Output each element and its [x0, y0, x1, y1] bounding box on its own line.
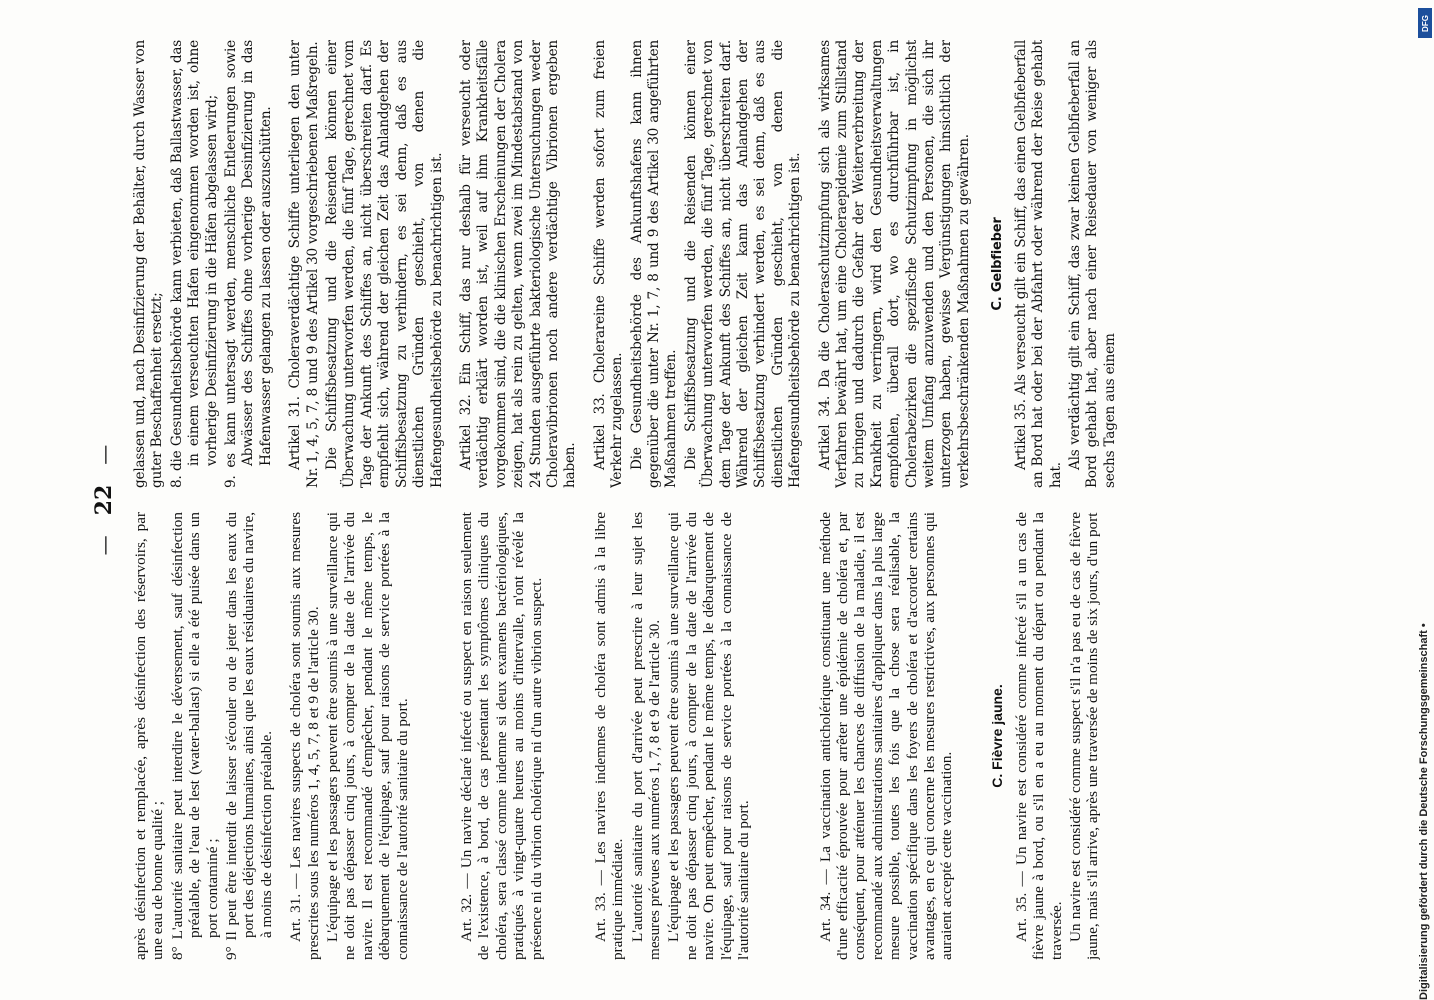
- page-number: 22: [91, 484, 117, 516]
- article-35-fr: Art. 35. — Un navire est considéré comme infecté s'il a un cas de fièvre jaune à bord, ou s'il en a eu au moment du départ ou pendant la traversée.: [1012, 512, 1065, 960]
- dfg-logo: [1418, 8, 1432, 38]
- paragraph: L'équipage et les passagers peuvent être soumis à une surveillance qui ne doit pas dépasser cinq jours, à compter de la date de l'arrivée du navire. On peut empêcher, pendant le même temps, le débarquement de l'équipage, sauf pour raisons de service portées à la connaissance de l'autorité sanitaire du port.: [665, 512, 752, 960]
- paragraph: L'équipage et les passagers peuvent être soumis à une surveillance qui ne doit pas dépasser cinq jours, à compter de la date de l'arrivée du navire. Il est recommandé d'empêcher, pendant le même temps, le débarquement de l'équipage, sauf pour raisons de service portées à la connaissance de l'autorité sanitaire du port.: [324, 512, 411, 960]
- french-column: [817, 512, 976, 960]
- text-row: [985, 40, 1121, 960]
- paragraph: 9. es kann untersagt werden, menschliche Entleerungen sowie Abwässer des Schiffes ohne vorherige Desinfizierung in das Hafenwasser gelangen zu lassen oder auszuschütten.: [223, 40, 274, 488]
- dfg-logo-text: DFG: [1420, 14, 1430, 32]
- paragraph: gelassen und, nach Desinfizierung der Behälter, durch Wasser von guter Beschaffenheit ersetzt;: [132, 40, 166, 488]
- french-column: [132, 512, 277, 960]
- article-33-fr: Art. 33. — Les navires indemnes de choléra sont admis à la libre pratique immédiate.: [591, 512, 627, 960]
- text-row: [287, 40, 448, 960]
- text-row: [592, 40, 807, 960]
- article-34-de: Artikel 34. Da die Choleraschutzimpfung sich als wirksames Verfahren bewährt hat, um eine Choleraepidemie zum Stillstand zu bringen und dadurch die Gefahr der Weiterverbreitung der Krankheit zu verringern, wird den Gesundheitsverwaltungen empfohlen, überall dort, wo es durchführbar ist, in Cholerabezirken die spezifische Schutzimpfung in möglichst weitem Umfang anzuwenden und den Personen, die sich ihr unterzogen haben, gewisse Vergünstigungen hinsichtlich der verkehrsbeschränkenden Maßnahmen zu gewähren.: [816, 40, 972, 488]
- french-column: [592, 512, 807, 960]
- digitization-credit-text: Digitalisierung gefördert durch die Deutsche Forschungsgemeinschaft •: [1418, 623, 1430, 1000]
- page-header: [84, 0, 124, 1000]
- german-column: [985, 40, 1121, 488]
- article-31-de: Artikel 31. Choleraverdächtige Schiffe unterliegen den unter Nr. 1, 4, 5, 7, 8 und 9 des Artikel 30 vorgeschriebenen Maßregeln.: [287, 40, 321, 488]
- header-dash-right: —: [92, 444, 116, 465]
- section-heading-de: C. Gelbfieber: [990, 217, 1006, 311]
- paragraph: Die Schiffsbesatzung und die Reisenden können einer Überwachung unterworfen werden, die fünf Tage, gerechnet vom Tage der Ankunft des Schiffes an, nicht überschreiten darf. Es empfiehlt sich, während der gleichen Zeit das Anlandgehen der Schiffsbesatzung zu verhindern, es sei denn, daß es aus dienstlichen Gründen geschieht, von denen die Hafengesundheitsbehörde zu benachrichtigen ist.: [324, 40, 445, 488]
- article-31-fr: Art. 31. — Les navires suspects de choléra sont soumis aux mesures prescrites sous les numéros 1, 4, 5, 7, 8 et 9 de l'article 30.: [287, 512, 322, 960]
- article-33-de: Artikel 33. Cholerareine Schiffe werden sofort zum freien Verkehr zugelassen.: [591, 40, 626, 488]
- paragraph: 8. die Gesundheitsbehörde kann verbieten, daß Ballastwasser, das in einem verseuchten Hafen eingenommen worden ist, ohne vorherige Desinfizierung in die Häfen abgelassen wird;: [168, 40, 220, 488]
- article-32-fr: Art. 32. — Un navire déclaré infecté ou suspect en raison seulement de l'existence, à bord, de cas présentant les symptômes cliniques du choléra, sera classé comme indemne si deux examens bactériologiques, pratiqués à vingt-quatre heures au moins d'intervalle, n'ont révélé la présence ni du vibrion cholérique ni d'un autre vibrion suspect.: [457, 512, 545, 960]
- german-column: [458, 40, 582, 488]
- header-dash-left: —: [92, 535, 116, 556]
- paragraph: Die Schiffsbesatzung und die Reisenden können einer Überwachung unterworfen werden, die fünf Tage, gerechnet von dem Tage der Ankunft des Schiffes an, nicht überschreiten darf. Während der gleichen Zeit kann das Anlandgehen der Schiffsbesatzung verhindert werden, es sei denn, daß es aus dienstlichen Gründen geschieht, von denen die Hafengesundheitsbehörde zu benachrichtigen ist.: [682, 40, 804, 488]
- paragraph: Als verdächtig gilt ein Schiff, das zwar keinen Gelbfieberfall an Bord gehabt hat, aber nach einer Reisedauer von weniger als sechs Tagen aus einem: [1066, 40, 1118, 488]
- paragraph: L'autorité sanitaire du port d'arrivée peut prescrire à leur sujet les mesures prévues aux numéros 1, 7, 8 et 9 de l'article 30.: [628, 512, 663, 960]
- article-34-fr: Art. 34. — La vaccination anticholérique constituant une méthode d'une efficacité éprouvée pour arrêter une épidémie de choléra et, par conséquent, pour atténuer les chances de diffusion de la maladie, il est recommandé aux administrations sanitaires d'appliquer dans la plus large mesure possible, toutes les fois que la chose sera réalisable, la vaccination spécifique dans les foyers de choléra et d'accorder certains avantages, en ce qui concerne les mesures restrictives, aux personnes qui auraient accepté cette vaccination.: [816, 512, 956, 960]
- section-heading-fr: C. Fièvre jaune.: [989, 684, 1006, 788]
- paragraph: Un navire est considéré comme suspect s'il n'a pas eu de cas de fièvre jaune, mais s'il arrive, après une traversée de moins de six jours, d'un port: [1066, 512, 1102, 960]
- german-column: [817, 40, 976, 488]
- text-row: [817, 40, 976, 960]
- german-column: [592, 40, 807, 488]
- paragraph: 8° L'autorité sanitaire peut interdire le déversement, sauf désinfection préalable, de l'eau de lest (water-ballast) si elle a été puisée dans un port contaminé ;: [168, 512, 221, 960]
- digitization-credit: [1418, 500, 1432, 1000]
- text-row: [132, 40, 277, 960]
- german-column: [132, 40, 277, 488]
- french-column: [458, 512, 582, 960]
- article-32-de: Artikel 32. Ein Schiff, das nur deshalb für verseucht oder verdächtig erklärt worden ist, weil auf ihm Krankheitsfälle vorgekommen sind, die die klinischen Erscheinungen der Cholera zeigen, hat als rein zu gelten, wenn zwei im Mindestabstand von 24 Stunden ausgeführte bakteriologische Untersuchungen weder Choleravibrionen noch andere verdächtige Vibrionen ergeben haben.: [457, 40, 579, 488]
- bilingual-text-body: [132, 40, 1292, 960]
- article-35-de: Artikel 35. Als verseucht gilt ein Schiff, das einen Gelbfieberfall an Bord hat oder bei der Abfahrt oder während der Reise gehabt hat.: [1012, 40, 1064, 488]
- text-row: [458, 40, 582, 960]
- french-column: [287, 512, 448, 960]
- german-column: [287, 40, 448, 488]
- paragraph: après désinfection et remplacée, après désinfection des réservoirs, par une eau de bonne qualité ;: [132, 512, 167, 960]
- paragraph: Die Gesundheitsbehörde des Ankunftshafens kann ihnen gegenüber die unter Nr. 1, 7, 8 und 9 des Artikel 30 angeführten Maßnahmen treffen.: [628, 40, 680, 488]
- french-column: [985, 512, 1121, 960]
- paragraph: 9° Il peut être interdit de laisser s'écouler ou de jeter dans les eaux du port des déjections humaines, ainsi que les eaux résiduaires du navire, à moins de désinfection préalable.: [223, 512, 275, 960]
